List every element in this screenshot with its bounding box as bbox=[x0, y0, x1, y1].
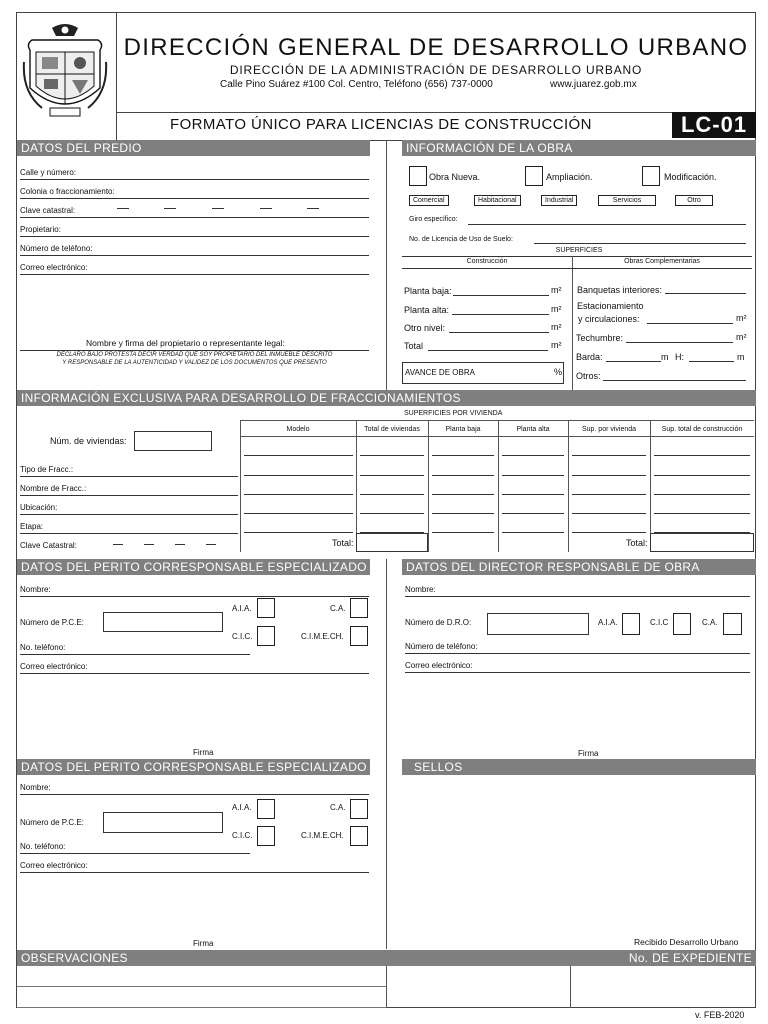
director-dro-input[interactable] bbox=[487, 613, 589, 635]
banquetas-field[interactable] bbox=[665, 293, 746, 294]
nombre-fracc-field[interactable] bbox=[20, 495, 238, 496]
perito1-correo-field[interactable] bbox=[20, 673, 369, 674]
fracc-total-label-1: Total: bbox=[332, 538, 354, 548]
form-code: LC-01 bbox=[672, 112, 756, 138]
telefono-label: Número de teléfono: bbox=[20, 244, 93, 253]
planta-alta-unit: m² bbox=[551, 304, 562, 314]
version-label: v. FEB-2020 bbox=[695, 1010, 745, 1020]
perito2-cic-label: C.I.C. bbox=[232, 831, 253, 840]
col-sup-vivienda: Sup. por vivienda bbox=[581, 426, 637, 433]
perito2-cic-checkbox[interactable] bbox=[257, 826, 275, 846]
perito1-correo-label: Correo electrónico: bbox=[20, 662, 88, 671]
fracc-clave-seg-1[interactable] bbox=[113, 544, 123, 545]
perito1-cic-label: C.I.C. bbox=[232, 632, 253, 641]
tipo-fracc-field[interactable] bbox=[20, 476, 238, 477]
avance-obra-pct: % bbox=[554, 367, 563, 377]
otro-nivel-unit: m² bbox=[551, 322, 562, 332]
planta-baja-field[interactable] bbox=[453, 295, 549, 296]
expediente-label: No. DE EXPEDIENTE bbox=[628, 951, 752, 965]
director-dro-label: Número de D.R.O: bbox=[405, 618, 472, 627]
perito1-ca-label: C.A. bbox=[330, 604, 346, 613]
complementarias-label: Obras Complementarias bbox=[624, 258, 700, 265]
construccion-label: Construcción bbox=[466, 258, 508, 265]
nombre-fracc-label: Nombre de Fracc.: bbox=[20, 484, 87, 493]
director-correo-label: Correo electrónico: bbox=[405, 661, 473, 670]
perito2-correo-field[interactable] bbox=[20, 872, 369, 873]
perito1-cimech-checkbox[interactable] bbox=[350, 626, 368, 646]
obra-nueva-checkbox[interactable] bbox=[409, 166, 427, 186]
perito2-cimech-label: C.I.M.E.CH. bbox=[301, 831, 344, 840]
telefono-field[interactable] bbox=[20, 255, 369, 256]
agency-website: www.juarez.gob.mx bbox=[550, 79, 637, 90]
firma-propietario-line bbox=[20, 350, 369, 351]
barda-h-unit: m bbox=[737, 352, 745, 362]
director-correo-field[interactable] bbox=[405, 672, 750, 673]
circulaciones-field[interactable] bbox=[647, 323, 733, 324]
fracc-clave-label: Clave Catastral: bbox=[20, 541, 77, 550]
estacionamiento-label: Estacionamiento bbox=[577, 301, 644, 311]
colonia-field[interactable] bbox=[20, 198, 369, 199]
director-aia-label: A.I.A. bbox=[598, 618, 618, 627]
director-telefono-field[interactable] bbox=[405, 653, 750, 654]
licencia-label: No. de Licencia de Uso de Suelo: bbox=[409, 236, 513, 243]
declaro-text-2: Y RESPONSABLE DE LA AUTENTICIDAD Y VALIDEZ DE LOS DOCUMENTOS QUE PRESENTO bbox=[62, 360, 327, 366]
col-modelo: Modelo bbox=[286, 426, 310, 433]
barda-label: Barda: bbox=[576, 352, 603, 362]
planta-alta-label: Planta alta: bbox=[404, 305, 450, 315]
observaciones-field-1[interactable] bbox=[17, 986, 386, 987]
clave-underline bbox=[20, 217, 369, 218]
calle-label: Calle y número: bbox=[20, 168, 77, 177]
correo-label: Correo electrónico: bbox=[20, 263, 88, 272]
clave-seg-3[interactable] bbox=[212, 208, 224, 209]
agency-subtitle: DIRECCIÓN DE LA ADMINISTRACIÓN DE DESARROLLO URBANO bbox=[229, 63, 643, 77]
col-planta-baja: Planta baja bbox=[445, 426, 481, 433]
tipo-industrial[interactable]: Industrial bbox=[541, 195, 577, 206]
giro-label: Giro específico: bbox=[409, 216, 458, 223]
section-info-obra: INFORMACIÓN DE LA OBRA bbox=[402, 140, 756, 156]
fracc-total-construccion-input[interactable] bbox=[650, 533, 754, 552]
perito1-cic-checkbox[interactable] bbox=[257, 626, 275, 646]
obra-nueva-label: Obra Nueva. bbox=[429, 172, 481, 182]
etapa-field[interactable] bbox=[20, 533, 238, 534]
section-fraccionamientos: INFORMACIÓN EXCLUSIVA PARA DESARROLLO DE FRACCIONAMIENTOS bbox=[17, 390, 756, 406]
techumbre-unit: m² bbox=[736, 332, 747, 342]
observaciones-field-2 bbox=[17, 1007, 386, 1008]
director-ca-label: C.A. bbox=[702, 618, 718, 627]
ubicacion-field[interactable] bbox=[20, 514, 238, 515]
tipo-fracc-label: Tipo de Fracc.: bbox=[20, 465, 74, 474]
fracc-total-viviendas-input[interactable] bbox=[356, 533, 428, 552]
otro-nivel-field[interactable] bbox=[449, 332, 549, 333]
director-nombre-field[interactable] bbox=[405, 596, 750, 597]
colonia-label: Colonia o fraccionamiento: bbox=[20, 187, 115, 196]
coat-of-arms-logo bbox=[22, 22, 108, 122]
fracc-clave-seg-4[interactable] bbox=[206, 544, 216, 545]
section-datos-predio: DATOS DEL PREDIO bbox=[17, 140, 370, 156]
director-cic-checkbox[interactable] bbox=[673, 613, 691, 635]
recibido-label: Recibido Desarrollo Urbano bbox=[634, 937, 739, 947]
director-nombre-label: Nombre: bbox=[405, 585, 436, 594]
calle-field[interactable] bbox=[20, 179, 369, 180]
perito1-nombre-field[interactable] bbox=[20, 596, 369, 597]
perito2-correo-label: Correo electrónico: bbox=[20, 861, 88, 870]
fracc-total-label-2: Total: bbox=[626, 538, 648, 548]
barda-h-field[interactable] bbox=[689, 361, 734, 362]
licencia-field[interactable] bbox=[534, 243, 746, 244]
techumbre-label: Techumbre: bbox=[576, 333, 624, 343]
propietario-field[interactable] bbox=[20, 236, 369, 237]
perito2-firma-label: Firma bbox=[193, 939, 214, 948]
expediente-field[interactable] bbox=[571, 967, 755, 1007]
tipo-servicios[interactable]: Servicios bbox=[598, 195, 656, 206]
otro-nivel-label: Otro nivel: bbox=[404, 323, 446, 333]
fracc-clave-seg-3[interactable] bbox=[175, 544, 185, 545]
clave-seg-5[interactable] bbox=[307, 208, 319, 209]
perito2-nombre-field[interactable] bbox=[20, 794, 369, 795]
col-total-viviendas: Total de viviendas bbox=[364, 426, 420, 433]
total-label: Total bbox=[404, 341, 424, 351]
num-viviendas-label: Núm. de viviendas: bbox=[50, 436, 127, 446]
clave-catastral-label: Clave catastral: bbox=[20, 206, 76, 215]
perito2-telefono-label: No. teléfono: bbox=[20, 842, 66, 851]
perito1-pce-label: Número de P.C.E: bbox=[20, 618, 84, 627]
section-observaciones: OBSERVACIONES bbox=[17, 950, 756, 966]
perito1-telefono-field[interactable] bbox=[20, 654, 250, 655]
col-sup-total: Sup. total de construcción bbox=[661, 426, 743, 433]
perito2-pce-input[interactable] bbox=[103, 812, 223, 833]
num-viviendas-input[interactable] bbox=[134, 431, 212, 451]
col-planta-alta: Planta alta bbox=[516, 426, 550, 433]
otros-field[interactable] bbox=[603, 380, 746, 381]
giro-field[interactable] bbox=[468, 224, 746, 225]
director-aia-checkbox[interactable] bbox=[622, 613, 640, 635]
section-director: DATOS DEL DIRECTOR RESPONSABLE DE OBRA bbox=[402, 559, 756, 575]
director-cic-label: C.I.C bbox=[650, 618, 669, 627]
etapa-label: Etapa: bbox=[20, 522, 44, 531]
perito2-ca-checkbox[interactable] bbox=[350, 799, 368, 819]
barda-m-unit: m bbox=[661, 352, 669, 362]
perito2-aia-checkbox[interactable] bbox=[257, 799, 275, 819]
perito1-nombre-label: Nombre: bbox=[20, 585, 51, 594]
perito1-telefono-label: No. teléfono: bbox=[20, 643, 66, 652]
perito2-pce-label: Número de P.C.E: bbox=[20, 818, 84, 827]
perito2-aia-label: A.I.A. bbox=[232, 803, 252, 812]
otros-label: Otros: bbox=[576, 371, 601, 381]
director-telefono-label: Número de teléfono: bbox=[405, 642, 478, 651]
section-sellos: SELLOS bbox=[402, 759, 756, 775]
section-perito-2: DATOS DEL PERITO CORRESPONSABLE ESPECIALIZADO bbox=[17, 759, 370, 775]
section-perito-1: DATOS DEL PERITO CORRESPONSABLE ESPECIALIZADO bbox=[17, 559, 370, 575]
perito1-aia-checkbox[interactable] bbox=[257, 598, 275, 618]
techumbre-field[interactable] bbox=[626, 342, 733, 343]
fracc-clave-seg-2[interactable] bbox=[144, 544, 154, 545]
clave-seg-2[interactable] bbox=[164, 208, 176, 209]
ampliacion-label: Ampliación. bbox=[546, 172, 593, 182]
ampliacion-checkbox[interactable] bbox=[525, 166, 543, 186]
declaro-text: DECLARO BAJO PROTESTA DECIR VERDAD QUE SOY PROPIETARIO DEL INMUEBLE DESCRITO bbox=[56, 352, 333, 358]
perito2-cimech-checkbox[interactable] bbox=[350, 826, 368, 846]
director-firma-label: Firma bbox=[578, 749, 599, 758]
director-ca-checkbox[interactable] bbox=[723, 613, 742, 635]
total-field[interactable] bbox=[428, 350, 548, 351]
perito2-telefono-field[interactable] bbox=[20, 853, 250, 854]
clave-seg-1[interactable] bbox=[117, 208, 129, 209]
circulaciones-unit: m² bbox=[736, 313, 747, 323]
perito1-cimech-label: C.I.M.E.CH. bbox=[301, 632, 344, 641]
correo-field[interactable] bbox=[20, 274, 369, 275]
perito1-firma-label: Firma bbox=[193, 748, 214, 757]
planta-alta-field[interactable] bbox=[452, 314, 549, 315]
barda-h-label: H: bbox=[675, 352, 684, 362]
perito2-nombre-label: Nombre: bbox=[20, 783, 51, 792]
perito1-ca-checkbox[interactable] bbox=[350, 598, 368, 618]
total-unit: m² bbox=[551, 340, 562, 350]
modificacion-checkbox[interactable] bbox=[642, 166, 660, 186]
barda-field[interactable] bbox=[606, 361, 661, 362]
superficies-label: SUPERFICIES bbox=[555, 247, 603, 254]
perito1-aia-label: A.I.A. bbox=[232, 604, 252, 613]
banquetas-label: Banquetas interiores: bbox=[577, 285, 663, 295]
form-title: FORMATO ÚNICO PARA LICENCIAS DE CONSTRUCCIÓN bbox=[170, 116, 592, 133]
circulaciones-label: y circulaciones: bbox=[578, 314, 640, 324]
perito1-pce-input[interactable] bbox=[103, 612, 223, 632]
modificacion-label: Modificación. bbox=[664, 172, 717, 182]
clave-seg-4[interactable] bbox=[260, 208, 272, 209]
tipo-comercial[interactable]: Comercial bbox=[409, 195, 449, 206]
firma-propietario-label: Nombre y firma del propietario o representante legal: bbox=[86, 338, 285, 348]
propietario-label: Propietario: bbox=[20, 225, 61, 234]
planta-baja-unit: m² bbox=[551, 285, 562, 295]
ubicacion-label: Ubicación: bbox=[20, 503, 58, 512]
perito2-ca-label: C.A. bbox=[330, 803, 346, 812]
tipo-habitacional[interactable]: Habitacional bbox=[474, 195, 521, 206]
agency-title: DIRECCIÓN GENERAL DE DESARROLLO URBANO bbox=[123, 34, 749, 61]
avance-obra-label: AVANCE DE OBRA bbox=[405, 368, 475, 377]
tipo-otro[interactable]: Otro bbox=[675, 195, 713, 206]
sup-vivienda-label: SUPERFICIES POR VIVIENDA bbox=[404, 410, 503, 417]
planta-baja-label: Planta baja: bbox=[404, 286, 452, 296]
agency-address: Calle Pino Suárez #100 Col. Centro, Teléfono (656) 737-0000 bbox=[220, 79, 493, 90]
